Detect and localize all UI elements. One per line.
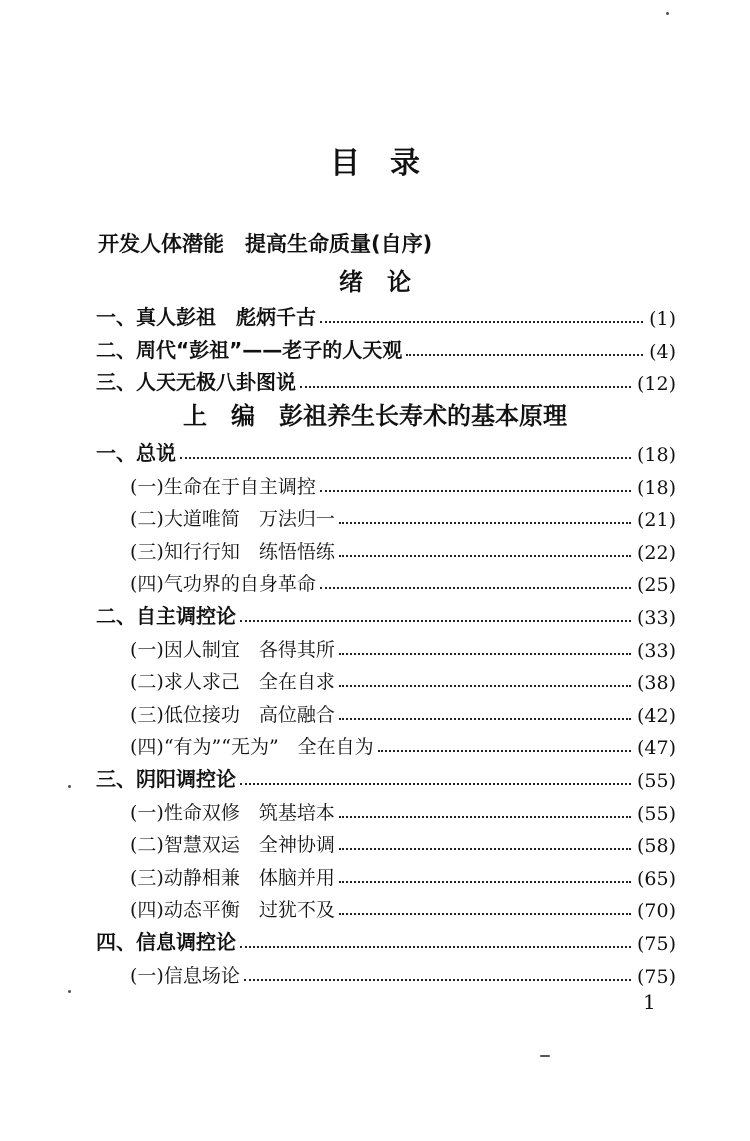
toc-entry-label: (四)动态平衡 过犹不及 (130, 899, 335, 921)
toc-entry-page: (21) (636, 509, 676, 531)
toc-entry-page: (65) (636, 868, 676, 890)
preface-entry: 开发人体潜能 提高生命质量(自序) (98, 232, 433, 256)
dot-leader (240, 619, 631, 622)
page-number: 1 (643, 990, 656, 1014)
toc-entry-label: (一)性命双修 筑基培本 (130, 802, 335, 824)
toc-entry (130, 534, 676, 564)
dot-leader (378, 749, 631, 752)
toc-entry-page: (18) (636, 444, 676, 466)
toc-entry-label: 一、真人彭祖 彪炳千古 (96, 305, 316, 329)
dot-leader (320, 320, 643, 323)
toc-entry-label: (一)信息场论 (130, 965, 240, 987)
dot-leader (240, 782, 631, 785)
dot-leader (339, 912, 631, 915)
dot-leader (339, 652, 631, 655)
dot-leader (320, 489, 631, 492)
toc-entry-page: (75) (636, 966, 676, 988)
toc-entry (130, 469, 676, 499)
dot-leader (180, 456, 631, 459)
toc-entry-page: (58) (636, 835, 676, 857)
scan-speck (68, 990, 71, 993)
toc-entry (130, 892, 676, 922)
toc-entry (96, 436, 676, 466)
dot-leader (339, 684, 631, 687)
toc-entry-label: 一、总说 (96, 441, 176, 465)
toc-entry (130, 632, 676, 662)
toc-entry (130, 566, 676, 596)
toc-entry-page: (38) (636, 672, 676, 694)
dot-leader (339, 717, 631, 720)
dot-leader (339, 521, 631, 524)
toc-entry-page: (55) (636, 770, 676, 792)
toc-entry (130, 664, 676, 694)
dot-leader (320, 586, 631, 589)
toc-entry (130, 827, 676, 857)
toc-entry-label: (三)动静相兼 体脑并用 (130, 867, 335, 889)
toc-entry (130, 795, 676, 825)
toc-entry (130, 501, 676, 531)
dot-leader (406, 353, 643, 356)
toc-entry-label: (一)生命在于自主调控 (130, 476, 316, 498)
toc-entry-page: (18) (636, 477, 676, 499)
toc-entry-page: (47) (636, 737, 676, 759)
toc-entry-label: 二、自主调控论 (96, 604, 236, 628)
toc-entry (96, 599, 676, 629)
dot-leader (300, 385, 631, 388)
toc-entry-page: (75) (636, 933, 676, 955)
toc-entry-page: (55) (636, 803, 676, 825)
toc-entry-label: (三)知行行知 练悟悟练 (130, 541, 335, 563)
section-heading: 绪 论 (339, 268, 411, 296)
toc-entry (96, 365, 676, 395)
toc-entry (130, 860, 676, 890)
toc-entry-label: (二)智慧双运 全神协调 (130, 834, 335, 856)
toc-entry-page: (33) (636, 640, 676, 662)
page-title: 目 录 (330, 146, 420, 181)
toc-entry-label: 三、阴阳调控论 (96, 767, 236, 791)
toc-entry-label: 三、人天无极八卦图说 (96, 370, 296, 394)
toc-entry (96, 300, 676, 330)
dot-leader (339, 880, 631, 883)
dot-leader (339, 554, 631, 557)
toc-entry-label: (二)求人求己 全在自求 (130, 671, 335, 693)
toc-entry-label: (四)气功界的自身革命 (130, 573, 316, 595)
toc-entry (130, 729, 676, 759)
toc-entry-page: (25) (636, 574, 676, 596)
toc-entry (96, 333, 676, 363)
scan-speck (68, 785, 71, 788)
toc-entry-label: (一)因人制宜 各得其所 (130, 639, 335, 661)
toc-entry (96, 762, 676, 792)
toc-entry (96, 925, 676, 955)
dot-leader (339, 815, 631, 818)
toc-entry-page: (33) (636, 607, 676, 629)
toc-entry-page: (42) (636, 705, 676, 727)
toc-entry-label: (二)大道唯简 万法归一 (130, 508, 335, 530)
scan-speck (666, 12, 669, 15)
toc-entry-label: (三)低位接功 高位融合 (130, 704, 335, 726)
toc-entry-page: (12) (636, 373, 676, 395)
toc-entry-label: 二、周代“彭祖”——老子的人天观 (96, 338, 403, 362)
dot-leader (244, 978, 631, 981)
scan-speck (540, 1055, 550, 1057)
section-heading: 上 编 彭祖养生长寿术的基本原理 (183, 402, 567, 430)
toc-entry-page: (4) (649, 341, 676, 363)
toc-entry-label: (四)“有为”“无为” 全在自为 (130, 736, 374, 758)
toc-entry (130, 697, 676, 727)
toc-entry-page: (70) (636, 900, 676, 922)
dot-leader (339, 847, 631, 850)
toc-entry-page: (1) (649, 308, 676, 330)
toc-entry-page: (22) (636, 542, 676, 564)
toc-entry-label: 四、信息调控论 (96, 930, 236, 954)
toc-entry (130, 958, 676, 988)
dot-leader (240, 945, 631, 948)
